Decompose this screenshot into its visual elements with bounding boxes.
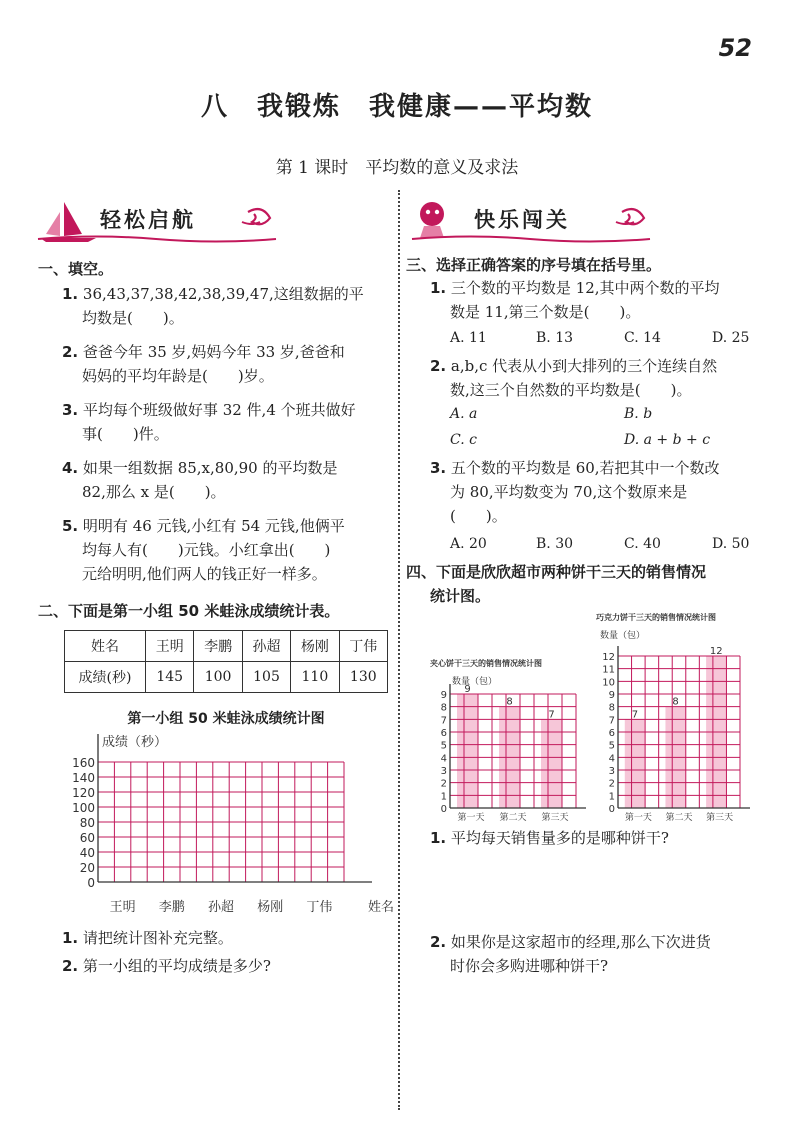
question-text: 第一小组的平均成绩是多少? bbox=[82, 957, 271, 975]
option-a: A. 11 bbox=[450, 330, 487, 346]
question-number: 3. bbox=[430, 459, 447, 477]
chapter-title: 八 我锻炼 我健康——平均数 bbox=[200, 92, 593, 122]
swim-chart-title: 第一小组 50 米蛙泳成绩统计图 bbox=[127, 711, 325, 727]
y-tick-label: 0 bbox=[87, 876, 95, 890]
data-label: 7 bbox=[631, 709, 639, 721]
data-label: 9 bbox=[464, 684, 471, 695]
swim-score-chart bbox=[60, 728, 395, 920]
x-tick-label: 杨刚 bbox=[257, 900, 284, 915]
question-text-cont: 妈妈的平均年龄是( )岁。 bbox=[82, 367, 274, 385]
bar-第一天 bbox=[457, 694, 478, 808]
data-label: 8 bbox=[506, 696, 513, 708]
question-text: 平均每个班级做好事 32 件,4 个班共做好 bbox=[82, 401, 356, 419]
table-row bbox=[65, 631, 388, 662]
fill-question-4 bbox=[62, 456, 392, 504]
question-text-cont: 数,这三个自然数的平均数是( )。 bbox=[450, 381, 692, 399]
table-cell: 成绩(秒) bbox=[65, 662, 146, 693]
question-text: 平均每天销售量多的是哪种饼干? bbox=[450, 829, 669, 847]
table-cell: 105 bbox=[242, 662, 290, 693]
y-tick-label: 1 bbox=[608, 791, 615, 803]
question-text: 请把统计图补充完整。 bbox=[82, 929, 233, 947]
option-d: D. a + b + c bbox=[624, 432, 711, 448]
option-b: B. b bbox=[624, 406, 653, 422]
y-tick-label: 2 bbox=[440, 778, 447, 790]
bar-第一天 bbox=[625, 719, 645, 808]
x-tick-label: 孙超 bbox=[207, 900, 235, 915]
option-c: C. c bbox=[450, 432, 477, 448]
y-tick-label: 9 bbox=[608, 690, 615, 701]
question-text: 爸爸今年 35 岁,妈妈今年 33 岁,爸爸和 bbox=[82, 343, 345, 361]
lesson-subtitle: 第 1 课时 平均数的意义及求法 bbox=[275, 158, 519, 178]
x-tick-label: 第三天 bbox=[706, 813, 734, 823]
fill-question-1 bbox=[62, 282, 392, 330]
y-tick-label: 1 bbox=[440, 791, 447, 803]
y-tick-label: 6 bbox=[608, 728, 615, 739]
data-label: 8 bbox=[672, 696, 679, 708]
table-cell: 100 bbox=[194, 662, 242, 693]
question-number: 1. bbox=[62, 929, 79, 947]
option-c: C. 40 bbox=[624, 536, 661, 552]
chart-question-2 bbox=[62, 954, 271, 978]
x-tick-label: 第一天 bbox=[457, 813, 485, 823]
question-text-cont: 事( )件。 bbox=[82, 425, 169, 443]
question-text: 明明有 46 元钱,小红有 54 元钱,他俩平 bbox=[82, 517, 345, 535]
x-tick-label: 第二天 bbox=[665, 813, 693, 823]
question-number: 4. bbox=[62, 459, 79, 477]
table-cell: 李鹏 bbox=[194, 631, 242, 662]
question-text: 三个数的平均数是 12,其中两个数的平均 bbox=[450, 279, 720, 297]
option-a: A. 20 bbox=[450, 536, 487, 552]
x-tick-label: 第三天 bbox=[541, 813, 569, 823]
biscuit-question-1 bbox=[430, 826, 669, 850]
table-cell: 丁伟 bbox=[339, 631, 387, 662]
section-4-title bbox=[406, 560, 706, 608]
data-label: 12 bbox=[709, 646, 723, 657]
y-tick-label: 140 bbox=[72, 771, 95, 785]
y-tick-label: 2 bbox=[608, 778, 615, 790]
question-text-cont: 82,那么 x 是( )。 bbox=[82, 483, 226, 501]
y-tick-label: 8 bbox=[608, 702, 615, 714]
question-number: 1. bbox=[430, 279, 447, 297]
table-cell: 王明 bbox=[146, 631, 194, 662]
chocolate-biscuit-chart bbox=[590, 608, 768, 822]
question-text-cont: 为 80,平均数变为 70,这个数原来是 bbox=[450, 483, 688, 501]
y-tick-label: 160 bbox=[72, 756, 95, 770]
x-tick-label: 第二天 bbox=[499, 813, 527, 823]
y-tick-label: 3 bbox=[440, 766, 447, 777]
question-text-cont: 时你会多购进哪种饼干? bbox=[450, 957, 609, 975]
question-text-cont: 元给明明,他们两人的钱正好一样多。 bbox=[82, 565, 327, 583]
question-number: 2. bbox=[430, 933, 447, 951]
y-tick-label: 0 bbox=[608, 804, 615, 815]
y-tick-label: 60 bbox=[79, 831, 95, 845]
y-axis-label: 数量（包） bbox=[600, 631, 646, 641]
option-c: C. 14 bbox=[624, 330, 661, 346]
x-tick-label: 王明 bbox=[109, 900, 136, 915]
y-tick-label: 9 bbox=[440, 690, 447, 701]
x-axis-label: 姓名 bbox=[368, 900, 395, 915]
score-table bbox=[64, 630, 388, 693]
y-tick-label: 10 bbox=[602, 677, 615, 689]
y-tick-label: 4 bbox=[440, 753, 447, 765]
y-tick-label: 0 bbox=[440, 804, 447, 815]
option-d: D. 50 bbox=[712, 536, 750, 552]
section-3-title: 三、选择正确答案的序号填在括号里。 bbox=[406, 256, 662, 274]
question-text-cont: 均每人有( )元钱。小红拿出( ) bbox=[82, 541, 331, 559]
fill-question-5 bbox=[62, 514, 392, 586]
y-tick-label: 20 bbox=[79, 861, 95, 875]
y-tick-label: 7 bbox=[440, 715, 447, 727]
y-tick-label: 40 bbox=[79, 846, 95, 860]
option-d: D. 25 bbox=[712, 330, 750, 346]
fill-question-2 bbox=[62, 340, 392, 388]
left-banner-title: 轻松启航 bbox=[100, 208, 196, 232]
question-text-cont: 均数是( )。 bbox=[82, 309, 184, 327]
biscuit-question-2 bbox=[430, 930, 760, 978]
data-label: 7 bbox=[548, 709, 555, 721]
table-row bbox=[65, 662, 388, 693]
option-b: B. 13 bbox=[536, 330, 574, 346]
section-2-title: 二、下面是第一小组 50 米蛙泳成绩统计表。 bbox=[38, 602, 340, 620]
column-divider bbox=[398, 190, 400, 1110]
y-tick-label: 5 bbox=[440, 740, 447, 752]
option-a: A. a bbox=[450, 406, 478, 422]
question-number: 5. bbox=[62, 517, 79, 535]
question-number: 2. bbox=[62, 957, 79, 975]
question-text: 如果一组数据 85,x,80,90 的平均数是 bbox=[82, 459, 338, 477]
question-number: 3. bbox=[62, 401, 79, 419]
question-text-cont: ( )。 bbox=[450, 507, 507, 525]
table-cell: 110 bbox=[291, 662, 339, 693]
x-tick-label: 李鹏 bbox=[158, 900, 185, 915]
question-number: 2. bbox=[62, 343, 79, 361]
question-text: 五个数的平均数是 60,若把其中一个数改 bbox=[450, 459, 720, 477]
y-tick-label: 6 bbox=[440, 728, 447, 739]
question-number: 1. bbox=[430, 829, 447, 847]
question-number: 2. bbox=[430, 357, 447, 375]
y-axis-label: 数量（包） bbox=[452, 677, 498, 687]
section-4-line-1: 四、下面是欣欣超市两种饼干三天的销售情况 bbox=[406, 563, 707, 581]
y-tick-label: 100 bbox=[72, 801, 95, 815]
bar-第三天 bbox=[541, 719, 562, 808]
chart-question-1 bbox=[62, 926, 233, 950]
y-axis-label: 成绩（秒） bbox=[102, 735, 168, 750]
x-tick-label: 丁伟 bbox=[306, 900, 333, 915]
y-tick-label: 8 bbox=[440, 702, 447, 714]
right-banner-title: 快乐闯关 bbox=[474, 208, 570, 232]
y-tick-label: 4 bbox=[608, 753, 615, 765]
section-1-title: 一、填空。 bbox=[38, 260, 114, 278]
chart-title: 巧克力饼干三天的销售情况统计图 bbox=[596, 613, 716, 622]
y-tick-label: 120 bbox=[72, 786, 95, 800]
table-cell: 杨刚 bbox=[291, 631, 339, 662]
page-number: 52 bbox=[718, 34, 752, 62]
question-text: a,b,c 代表从小到大排列的三个连续自然 bbox=[450, 357, 718, 375]
right-banner bbox=[410, 198, 660, 244]
question-text: 36,43,37,38,42,38,39,47,这组数据的平 bbox=[82, 285, 364, 303]
question-text: 如果你是这家超市的经理,那么下次进货 bbox=[450, 933, 711, 951]
sandwich-biscuit-chart bbox=[420, 650, 596, 822]
section-4-line-2: 统计图。 bbox=[430, 587, 491, 605]
left-banner bbox=[36, 198, 286, 244]
table-cell: 145 bbox=[146, 662, 194, 693]
y-tick-label: 5 bbox=[608, 740, 615, 752]
question-text-cont: 数是 11,第三个数是( )。 bbox=[450, 303, 641, 321]
chart-title: 夹心饼干三天的销售情况统计图 bbox=[430, 659, 542, 668]
table-cell: 130 bbox=[339, 662, 387, 693]
option-b: B. 30 bbox=[536, 536, 574, 552]
table-cell: 孙超 bbox=[242, 631, 290, 662]
choice-question-1 bbox=[430, 276, 760, 324]
choice-question-3 bbox=[430, 456, 760, 528]
choice-question-2 bbox=[430, 354, 760, 402]
y-tick-label: 7 bbox=[608, 715, 615, 727]
table-cell: 姓名 bbox=[65, 631, 146, 662]
fill-question-3 bbox=[62, 398, 392, 446]
y-tick-label: 80 bbox=[79, 816, 95, 830]
y-tick-label: 3 bbox=[608, 766, 615, 777]
y-tick-label: 11 bbox=[602, 664, 615, 676]
question-number: 1. bbox=[62, 285, 79, 303]
x-tick-label: 第一天 bbox=[624, 813, 652, 823]
y-tick-label: 12 bbox=[602, 652, 615, 663]
